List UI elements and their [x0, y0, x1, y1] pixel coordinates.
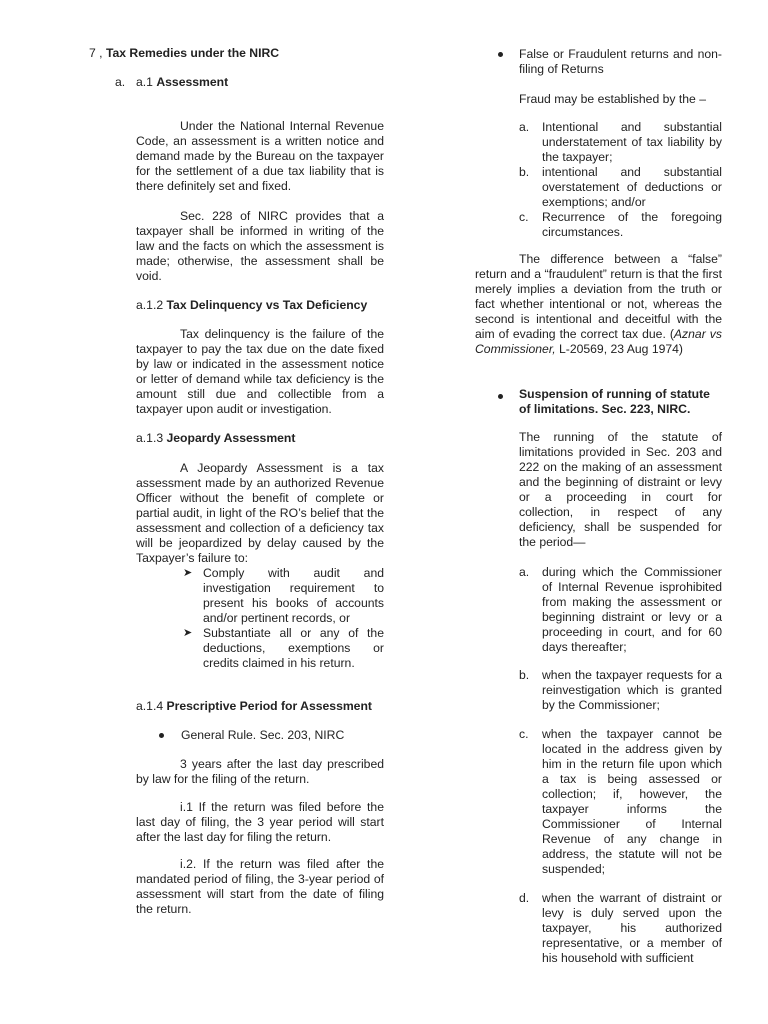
subheading-number: a.1.4 [136, 699, 164, 713]
subheading-title: Jeopardy Assessment [166, 431, 296, 445]
paragraph-3-years: 3 years after the last day prescribed by law for the filing of the return. [136, 757, 384, 786]
subheading-title: Tax Delinquency vs Tax Deficiency [166, 298, 368, 312]
suspension-item-d: when the warrant of distraint or levy is duly served upon the taxpayer, his authorized representative, or a member of his household with sufficient [542, 891, 722, 965]
paragraph-i1: i.1 If the return was filed before the last day of filing, the 3 year period will start after the last day for filing the return. [136, 800, 384, 844]
fraud-item-a: Intentional and substantial understatement of tax liability by the taxpayer; [542, 120, 722, 164]
subheading-number: a.1 [136, 75, 153, 89]
list-marker: c. [519, 727, 529, 741]
paragraph-assessment-definition: Under the National Internal Revenue Code, an assessment is a written notice and demand made by the Bureau on the taxpayer for the settlement of a due tax liability that is there definitely set and fixed. [136, 119, 384, 193]
bullet-suspension: Suspension of running of statute of limitations. Sec. 223, NIRC. [519, 387, 710, 416]
arrow-bullet-icon: ➤ [183, 627, 193, 639]
fraud-item-b: intentional and substantial overstatement of deductions or exemptions; and/or [542, 165, 722, 209]
text-run: L-20569, 23 Aug 1974) [555, 342, 683, 356]
list-marker: b. [519, 165, 530, 179]
suspension-item-b: when the taxpayer requests for a reinvestigation which is granted by the Commissioner; [542, 668, 722, 712]
subheading-title: Assessment [156, 75, 229, 89]
paragraph-delinquency: Tax delinquency is the failure of the taxpayer to pay the tax due on the date fixed by law or indicated in the assessment notice or letter of demand while tax deficiency is the amount still due and collectible from a taxpayer upon audit or investigation. [136, 327, 384, 416]
paragraph-false-vs-fraudulent [475, 252, 722, 357]
fraud-item-c: Recurrence of the foregoing circumstances. [542, 210, 722, 239]
subheading-a12 [136, 298, 367, 313]
text-run: The difference between a “false” return and a “fraudulent” return is that the first merely implies a deviation from the truth or fact whether intentional or not, whereas the second is intentional and deceitful with the aim of evading the correct tax due. ( [475, 252, 722, 341]
paragraph-running-statute: The running of the statute of limitations provided in Sec. 203 and 222 on the making of an assessment and the beginning of distraint or levy or a proceeding in court for collection, in respect of any deficiency, shall be suspended for the period— [519, 430, 722, 549]
list-marker-a: a. [115, 75, 126, 89]
bullet-dot-icon [498, 52, 503, 57]
list-marker: a. [519, 120, 530, 134]
subheading-a14 [136, 699, 372, 714]
subheading-title: Prescriptive Period for Assessment [166, 699, 372, 713]
paragraph-jeopardy: A Jeopardy Assessment is a tax assessment made by an authorized Revenue Officer without the benefit of complete or partial audit, in light of the RO’s belief that the assessment and collection of a deficiency tax will be jeopardized by delay caused by the Taxpayer’s failure to: [136, 461, 384, 565]
subheading-number: a.1.3 [136, 431, 164, 445]
arrow-item-comply: Comply with audit and investigation requirement to present his books of accounts and/or pertinent records, or [203, 566, 384, 625]
list-marker: c. [519, 210, 529, 224]
general-rule: General Rule. Sec. 203, NIRC [181, 728, 345, 742]
suspension-item-c: when the taxpayer cannot be located in the address given by him in the return file upon which a tax is being assessed or collection; if, however, the taxpayer informs the Commissioner of Internal Revenue of any change in address, the statute will not be suspended; [542, 727, 722, 876]
list-marker: a. [519, 565, 530, 579]
subheading-number: a.1.2 [136, 298, 164, 312]
section-heading [89, 46, 279, 61]
bullet-dot-icon [159, 733, 164, 738]
bullet-dot-icon [498, 394, 503, 399]
paragraph-sec-228: Sec. 228 of NIRC provides that a taxpayer shall be informed in writing of the law and the facts on which the assessment is made; otherwise, the assessment shall be void. [136, 209, 384, 283]
case-citation: Aznar vs Commissioner, [475, 327, 722, 356]
arrow-bullet-icon: ➤ [183, 567, 193, 579]
subheading-a13 [136, 431, 295, 446]
suspension-item-a: during which the Commissioner of Internal Revenue isprohibited from making the assessment or beginning distraint or levy or a proceeding in court, and for 60 days thereafter; [542, 565, 722, 654]
arrow-item-substantiate: Substantiate all or any of the deductions, exemptions or credits claimed in his return. [203, 626, 384, 670]
paragraph-i2: i.2. If the return was filed after the mandated period of filing, the 3-year period of assessment will start from the date of filing the return. [136, 857, 384, 916]
heading-number: 7 , [89, 46, 103, 60]
heading-title: Tax Remedies under the NIRC [105, 46, 280, 60]
fraud-intro: Fraud may be established by the – [519, 92, 706, 106]
list-marker: b. [519, 668, 530, 682]
subheading-a1 [136, 75, 228, 90]
bullet-false-returns: False or Fraudulent returns and non-filing of Returns [519, 47, 722, 76]
list-marker: d. [519, 891, 530, 905]
